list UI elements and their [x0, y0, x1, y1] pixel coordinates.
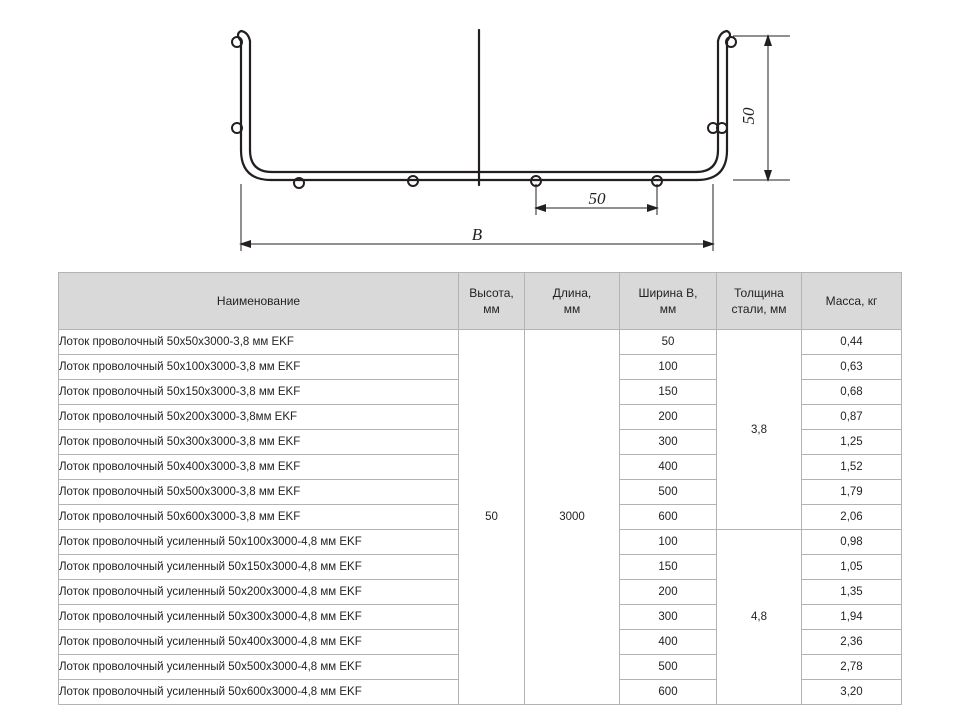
- header-name-line1: Наименование: [216, 293, 301, 308]
- cell-name: Лоток проволочный усиленный 50х100х3000-4,8 мм EKF: [59, 530, 459, 555]
- cell-mass: 2,06: [802, 505, 902, 530]
- header-height-line2: мм: [483, 302, 500, 316]
- specification-table: [58, 272, 902, 705]
- cell-mass: 1,05: [802, 555, 902, 580]
- header-length-line1: Длина,: [552, 285, 592, 300]
- header-width: [620, 273, 717, 330]
- header-height-line1: Высота,: [469, 285, 514, 300]
- cell-width: 150: [620, 380, 717, 405]
- cell-width: 100: [620, 530, 717, 555]
- cell-name: Лоток проволочный 50х50х3000-3,8 мм EKF: [59, 330, 459, 355]
- header-thickness: [717, 273, 802, 330]
- header-width-line2: мм: [659, 302, 677, 316]
- table-header-row: [59, 273, 902, 330]
- header-mass-line1: Масса, кг: [825, 293, 878, 308]
- tray-profile: [238, 30, 730, 185]
- cell-name: Лоток проволочный усиленный 50х600х3000-4,8 мм EKF: [59, 680, 459, 705]
- header-length-line2: мм: [563, 302, 581, 316]
- cell-mass: 2,78: [802, 655, 902, 680]
- cell-thickness-group-1: 3,8: [717, 330, 802, 530]
- cell-width: 200: [620, 580, 717, 605]
- cell-name: Лоток проволочный усиленный 50х500х3000-4,8 мм EKF: [59, 655, 459, 680]
- cell-mass: 3,20: [802, 680, 902, 705]
- header-thickness-line1: Толщина: [734, 285, 784, 300]
- cell-length: 3000: [525, 330, 620, 705]
- cell-mass: 1,52: [802, 455, 902, 480]
- cell-name: Лоток проволочный 50х300х3000-3,8 мм EKF: [59, 430, 459, 455]
- cell-width: 500: [620, 655, 717, 680]
- header-thickness-line2: стали, мм: [731, 302, 787, 316]
- cell-mass: 1,35: [802, 580, 902, 605]
- cell-mass: 0,98: [802, 530, 902, 555]
- cell-width: 150: [620, 555, 717, 580]
- cell-name: Лоток проволочный усиленный 50х150х3000-4,8 мм EKF: [59, 555, 459, 580]
- cell-mass: 1,79: [802, 480, 902, 505]
- cell-width: 600: [620, 505, 717, 530]
- cell-mass: 0,68: [802, 380, 902, 405]
- side-wire-loops: [232, 37, 736, 133]
- cell-name: Лоток проволочный 50х150х3000-3,8 мм EKF: [59, 380, 459, 405]
- cell-width: 400: [620, 630, 717, 655]
- cell-height: 50: [459, 330, 525, 705]
- table-body: [59, 330, 902, 705]
- cell-name: Лоток проволочный 50х100х3000-3,8 мм EKF: [59, 355, 459, 380]
- header-height: [459, 273, 525, 330]
- cell-width: 400: [620, 455, 717, 480]
- cell-name: Лоток проволочный усиленный 50х300х3000-4,8 мм EKF: [59, 605, 459, 630]
- cell-mass: 1,94: [802, 605, 902, 630]
- cell-name: Лоток проволочный усиленный 50х200х3000-4,8 мм EKF: [59, 580, 459, 605]
- height-dimension-label: 50: [739, 107, 758, 125]
- header-length: [525, 273, 620, 330]
- cell-width: 100: [620, 355, 717, 380]
- cell-name: Лоток проволочный 50х500х3000-3,8 мм EKF: [59, 480, 459, 505]
- table-row: [59, 330, 902, 355]
- cell-mass: 2,36: [802, 630, 902, 655]
- wire-tray-drawing: [0, 0, 960, 268]
- cell-width: 600: [620, 680, 717, 705]
- header-mass: [802, 273, 902, 330]
- cell-thickness-group-2: 4,8: [717, 530, 802, 705]
- cell-mass: 0,87: [802, 405, 902, 430]
- cell-name: Лоток проволочный 50х600х3000-3,8 мм EKF: [59, 505, 459, 530]
- cell-width: 200: [620, 405, 717, 430]
- cell-width: 300: [620, 430, 717, 455]
- header-width-line1: Ширина B,: [638, 285, 698, 300]
- cell-mass: 0,44: [802, 330, 902, 355]
- cell-name: Лоток проволочный 50х200х3000-3,8мм EKF: [59, 405, 459, 430]
- cell-width: 500: [620, 480, 717, 505]
- pitch-dimension-label: 50: [588, 189, 606, 208]
- width-dimension-label: B: [471, 225, 483, 244]
- cell-width: 300: [620, 605, 717, 630]
- cell-name: Лоток проволочный 50х400х3000-3,8 мм EKF: [59, 455, 459, 480]
- cell-mass: 1,25: [802, 430, 902, 455]
- cell-mass: 0,63: [802, 355, 902, 380]
- cell-width: 50: [620, 330, 717, 355]
- cell-name: Лоток проволочный усиленный 50х400х3000-4,8 мм EKF: [59, 630, 459, 655]
- header-name: [59, 273, 459, 330]
